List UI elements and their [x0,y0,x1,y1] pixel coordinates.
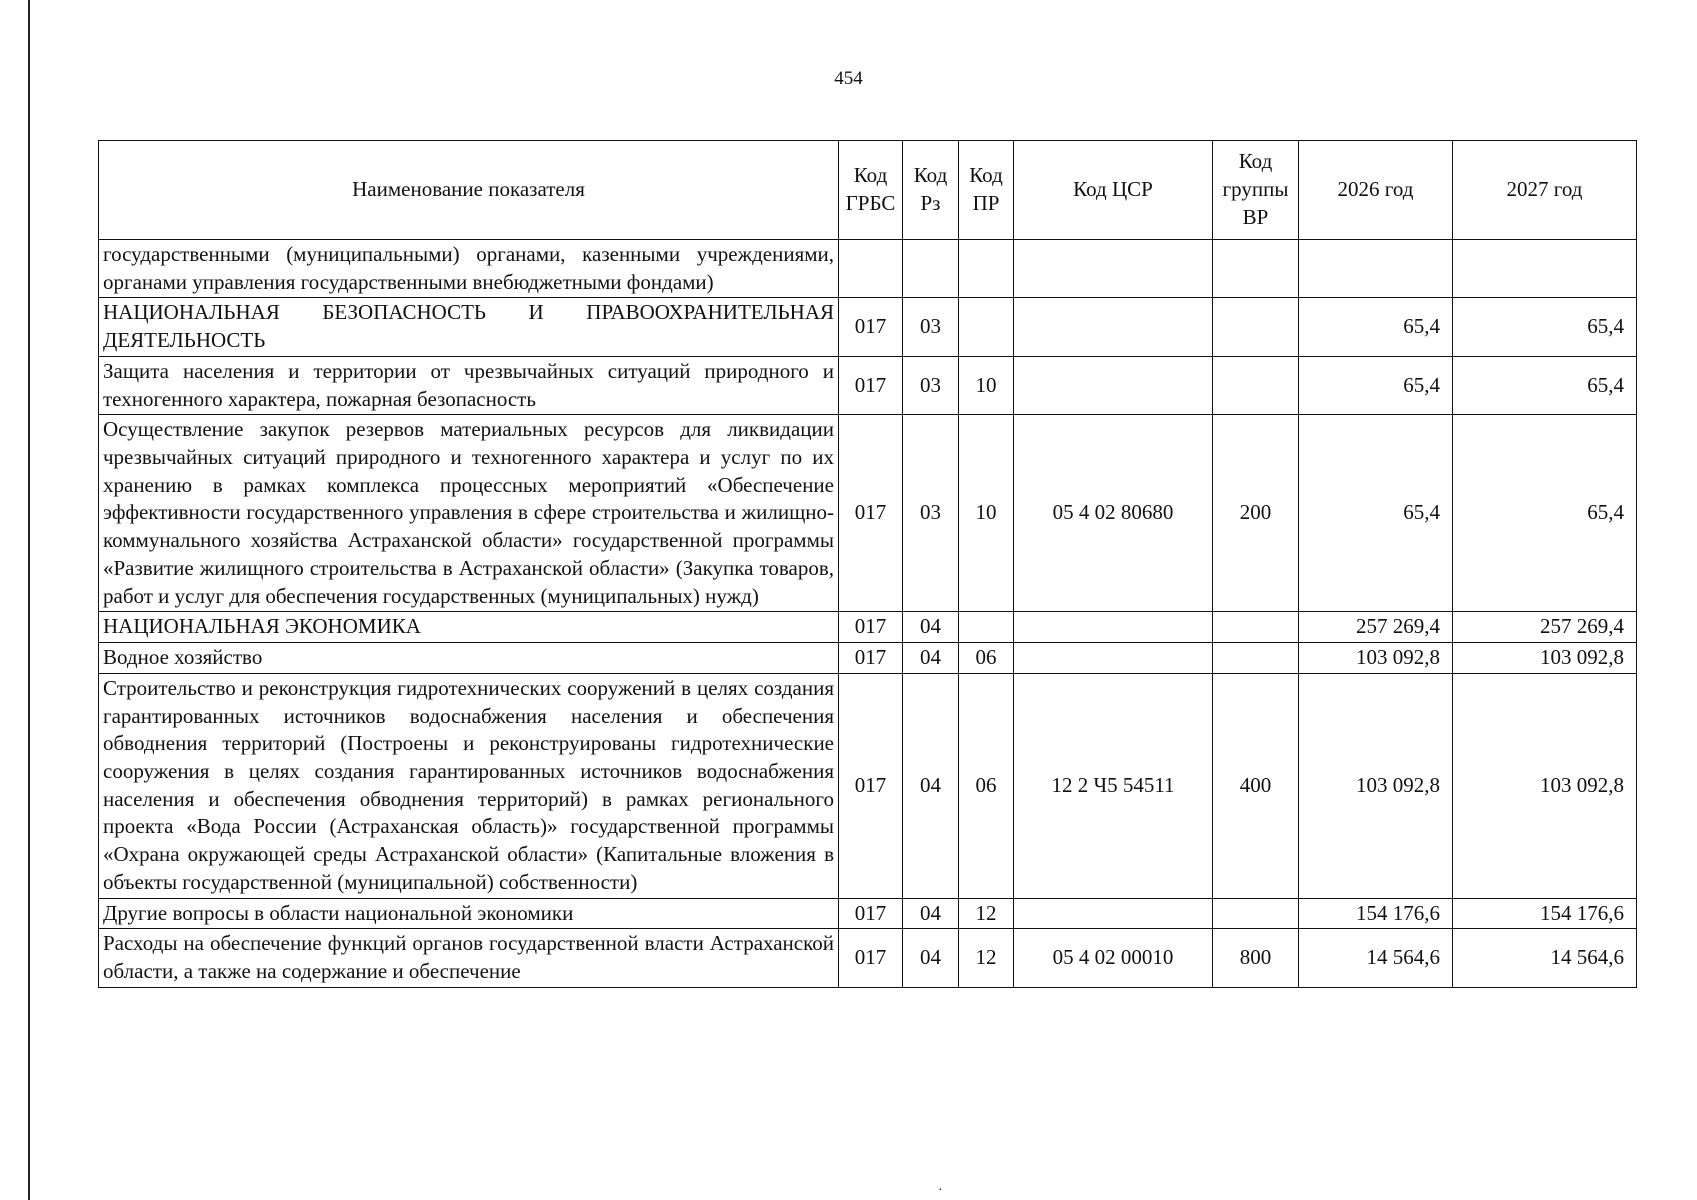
page-number: 454 [834,68,863,89]
cell-y2026 [1299,240,1453,298]
cell-csr: 05 4 02 80680 [1014,415,1213,612]
cell-rz: 04 [903,643,959,674]
table-row [99,929,1637,987]
cell-pr: 10 [959,356,1014,414]
table-row [99,898,1637,929]
cell-y2026: 65,4 [1299,356,1453,414]
cell-y2026: 103 092,8 [1299,673,1453,898]
binding-line [28,0,30,1200]
cell-y2026: 14 564,6 [1299,929,1453,987]
cell-name: Защита населения и территории от чрезвычайных ситуаций природного и техногенного характера, пожарная безопасность [99,356,839,414]
cell-pr: 12 [959,929,1014,987]
cell-csr [1014,898,1213,929]
cell-csr [1014,643,1213,674]
cell-name: Расходы на обеспечение функций органов государственной власти Астраханской области, а также на содержание и обеспечение [99,929,839,987]
scan-dot: · [938,1183,943,1198]
cell-grbs: 017 [839,415,903,612]
cell-csr [1014,612,1213,643]
cell-vr [1213,356,1299,414]
cell-y2027: 103 092,8 [1453,673,1637,898]
cell-rz: 04 [903,898,959,929]
cell-vr [1213,898,1299,929]
cell-vr: 200 [1213,415,1299,612]
cell-name: государственными (муниципальными) органами, казенными учреждениями, органами управления государственными внебюджетными фондами) [99,240,839,298]
cell-grbs: 017 [839,643,903,674]
cell-csr: 05 4 02 00010 [1014,929,1213,987]
cell-name: Другие вопросы в области национальной экономики [99,898,839,929]
cell-y2027: 14 564,6 [1453,929,1637,987]
cell-rz: 03 [903,415,959,612]
cell-csr [1014,298,1213,356]
cell-pr: 10 [959,415,1014,612]
cell-rz: 03 [903,298,959,356]
cell-y2026: 65,4 [1299,415,1453,612]
cell-rz [903,240,959,298]
header-pr: Код ПР [959,141,1014,240]
cell-name: Строительство и реконструкция гидротехнических сооружений в целях создания гарантированных источников водоснабжения населения и обеспечения обводнения территорий (Построены и реконструированы гидротехнические сооружения в целях создания гарантированных источников водоснабжения населения и обеспечения обводнения территорий) в рамках регионального проекта «Вода России (Астраханская область)» государственной программы «Охрана окружающей среды Астраханской области» (Капитальные вложения в объекты государственной (муниципальной) собственности) [99,673,839,898]
cell-y2026: 65,4 [1299,298,1453,356]
cell-y2026: 154 176,6 [1299,898,1453,929]
cell-pr: 12 [959,898,1014,929]
header-2026: 2026 год [1299,141,1453,240]
cell-vr [1213,612,1299,643]
table-row [99,643,1637,674]
cell-rz: 04 [903,673,959,898]
cell-y2027: 103 092,8 [1453,643,1637,674]
cell-pr: 06 [959,673,1014,898]
cell-grbs: 017 [839,612,903,643]
cell-grbs: 017 [839,673,903,898]
cell-y2027: 257 269,4 [1453,612,1637,643]
cell-csr: 12 2 Ч5 54511 [1014,673,1213,898]
table-row [99,415,1637,612]
header-vr: Код группы ВР [1213,141,1299,240]
cell-y2027: 65,4 [1453,356,1637,414]
table-row [99,673,1637,898]
cell-grbs: 017 [839,298,903,356]
cell-vr [1213,240,1299,298]
header-rz: Код Рз [903,141,959,240]
cell-csr [1014,240,1213,298]
cell-pr: 06 [959,643,1014,674]
cell-name: Водное хозяйство [99,643,839,674]
cell-pr [959,298,1014,356]
cell-y2027 [1453,240,1637,298]
cell-vr [1213,643,1299,674]
cell-vr [1213,298,1299,356]
cell-grbs: 017 [839,929,903,987]
cell-grbs: 017 [839,356,903,414]
budget-table [98,140,1637,988]
table-row [99,240,1637,298]
cell-vr: 400 [1213,673,1299,898]
table-row [99,356,1637,414]
cell-vr: 800 [1213,929,1299,987]
cell-rz: 04 [903,612,959,643]
header-grbs: Код ГРБС [839,141,903,240]
cell-y2027: 65,4 [1453,415,1637,612]
cell-rz: 03 [903,356,959,414]
cell-y2027: 154 176,6 [1453,898,1637,929]
table-row [99,298,1637,356]
cell-pr [959,240,1014,298]
cell-name: Осуществление закупок резервов материальных ресурсов для ликвидации чрезвычайных ситуаций природного и техногенного характера и услуг по их хранению в рамках комплекса процессных мероприятий «Обеспечение эффективности государственного управления в сфере строительства и жилищно-коммунального хозяйства Астраханской области» государственной программы «Развитие жилищного строительства в Астраханской области» (Закупка товаров, работ и услуг для обеспечения государственных (муниципальных) нужд) [99,415,839,612]
cell-y2027: 65,4 [1453,298,1637,356]
cell-name: НАЦИОНАЛЬНАЯ ЭКОНОМИКА [99,612,839,643]
cell-grbs [839,240,903,298]
cell-csr [1014,356,1213,414]
cell-rz: 04 [903,929,959,987]
budget-table-container [98,140,1636,988]
table-row [99,612,1637,643]
header-csr: Код ЦСР [1014,141,1213,240]
cell-pr [959,612,1014,643]
cell-grbs: 017 [839,898,903,929]
cell-name: НАЦИОНАЛЬНАЯ БЕЗОПАСНОСТЬ И ПРАВООХРАНИТЕЛЬНАЯ ДЕЯТЕЛЬНОСТЬ [99,298,839,356]
table-header-row [99,141,1637,240]
header-2027: 2027 год [1453,141,1637,240]
table-body [99,240,1637,988]
header-name: Наименование показателя [99,141,839,240]
cell-y2026: 257 269,4 [1299,612,1453,643]
cell-y2026: 103 092,8 [1299,643,1453,674]
